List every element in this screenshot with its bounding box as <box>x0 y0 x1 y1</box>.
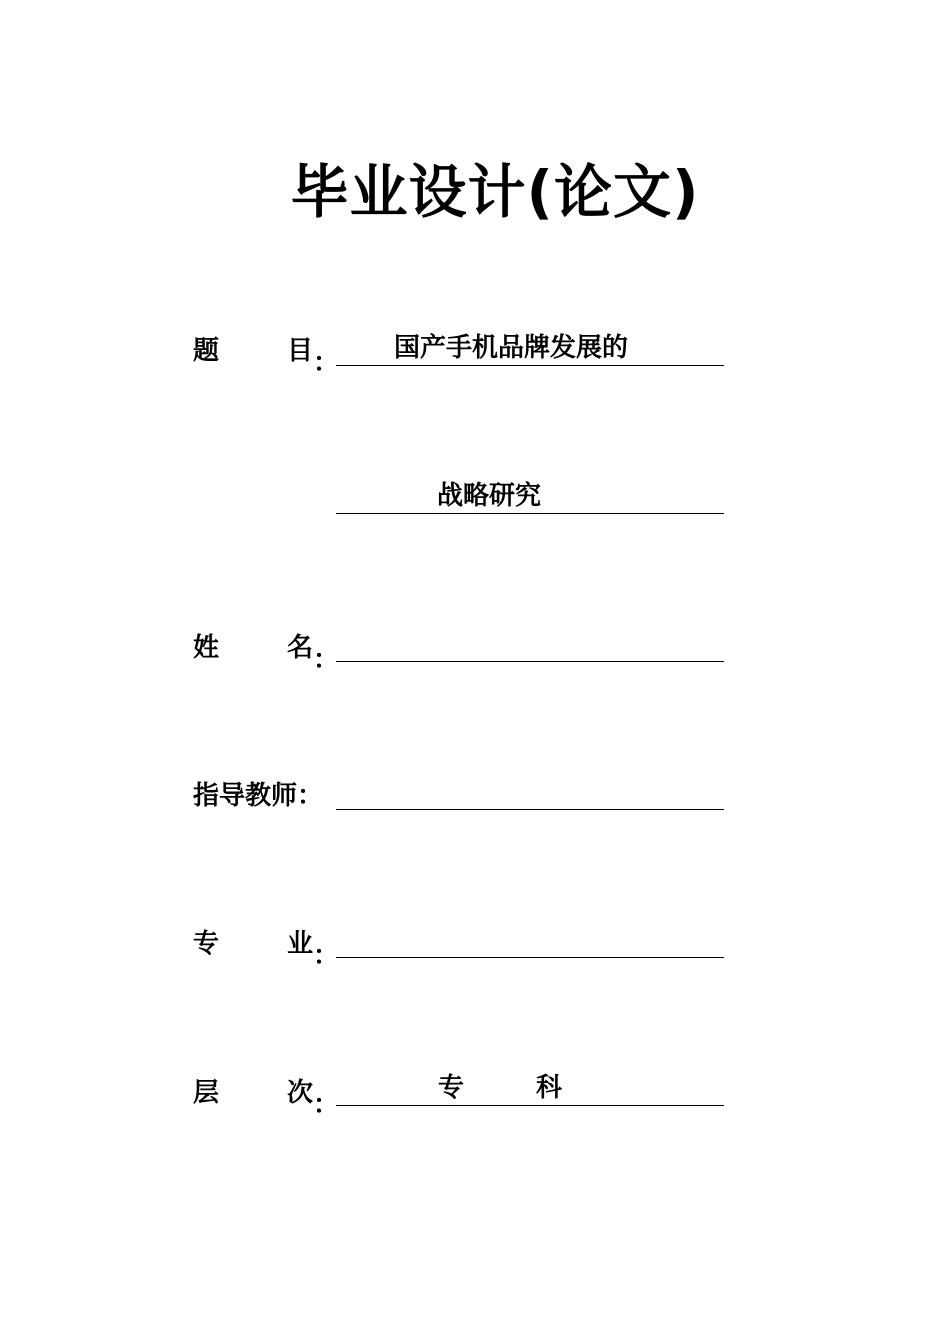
advisor-field-line[interactable] <box>336 771 724 810</box>
level-colon: ： <box>313 1090 340 1120</box>
level-label-char-2: 次 <box>286 1078 313 1108</box>
level-value <box>438 1071 562 1105</box>
major-field-line[interactable] <box>336 919 724 958</box>
name-label <box>193 628 340 680</box>
name-colon: ： <box>313 645 340 675</box>
name-label-char-1: 姓 <box>193 633 220 663</box>
advisor-label-text: 指导教师 <box>193 781 298 811</box>
level-field-line[interactable] <box>336 1067 724 1106</box>
major-label-char-1: 专 <box>193 929 220 959</box>
level-value-char-1: 专 <box>438 1073 465 1103</box>
topic-label-char-1: 题 <box>193 336 220 366</box>
topic-field-line-1[interactable] <box>336 327 724 366</box>
topic-colon: ： <box>313 348 340 378</box>
topic-label-char-2: 目 <box>286 336 313 366</box>
topic-field-line-2[interactable] <box>336 475 724 514</box>
major-label <box>193 924 340 976</box>
level-label <box>193 1073 340 1125</box>
topic-value-line-2: 战略研究 <box>437 481 542 511</box>
major-colon: ： <box>313 941 340 971</box>
name-label-char-2: 名 <box>286 633 313 663</box>
advisor-colon: ： <box>297 781 324 811</box>
name-field-line[interactable] <box>336 623 724 662</box>
document-title: 毕业设计(论文) <box>290 158 700 226</box>
advisor-label <box>193 776 333 816</box>
level-label-char-1: 层 <box>193 1078 220 1108</box>
major-label-char-2: 业 <box>286 929 313 959</box>
topic-value-line-1: 国产手机品牌发展的 <box>394 333 629 363</box>
topic-label <box>193 331 340 383</box>
level-value-char-2: 科 <box>536 1073 563 1103</box>
